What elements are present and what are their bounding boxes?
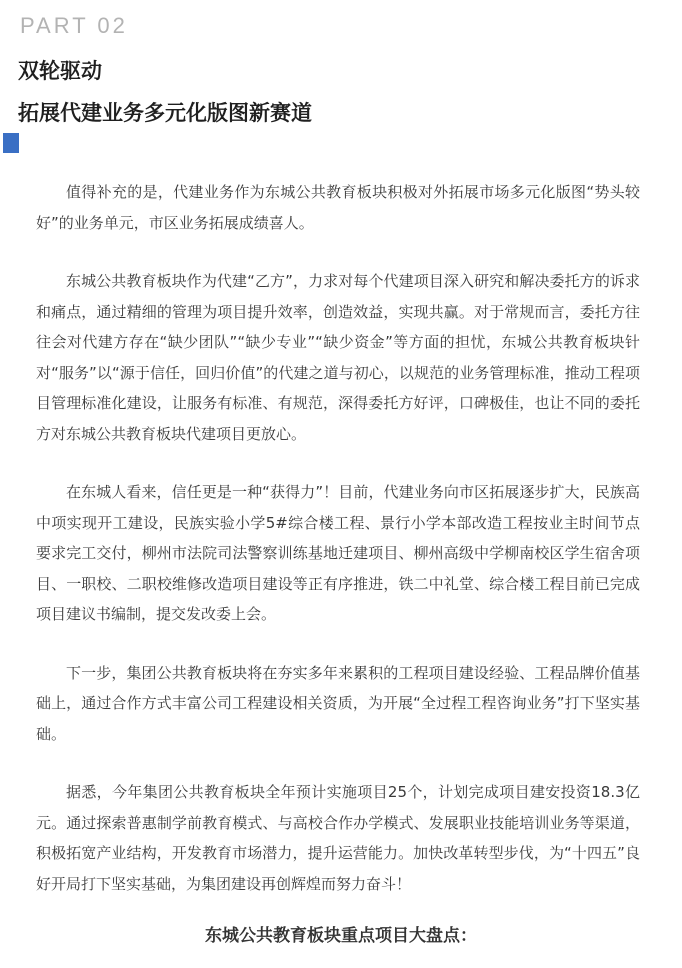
paragraph: 在东城人看来，信任更是一种“获得力”！目前，代建业务向市区拓展逐步扩大，民族高中项实现开工建设，民族实验小学5#综合楼工程、景行小学本部改造工程按业主时间节点要求完工交付，柳州市法院司法警察训练基地迁建项目、柳州高级中学柳南校区学生宿舍项目、一职校、二职校维修改造项目建设等正有序推进，铁二中礼堂、综合楼工程目前已完成项目建议书编制，提交发改委上会。 [36,483,640,623]
paragraph: 下一步，集团公共教育板块将在夯实多年来累积的工程项目建设经验、工程品牌价值基础上，通过合作方式丰富公司工程建设相关资质，为开展“全过程工程咨询业务”打下坚实基础。 [36,663,640,743]
paragraph: 据悉，今年集团公共教育板块全年预计实施项目25个，计划完成项目建安投资18.3亿元。通过探索普惠制学前教育模式、与高校合作办学模式、发展职业技能培训业务等渠道，积极拓宽产业结构，开发教育市场潜力，提升运营能力。加快改革转型步伐，为“十四五”良好开局打下坚实基础，为集团建设再创辉煌而努力奋斗！ [36,783,640,893]
accent-block [3,133,19,153]
part-label: PART 02 [20,13,128,38]
section-subheading: 拓展代建业务多元化版图新赛道 [18,101,312,125]
section-title: 东城公共教育板块重点项目大盘点： [205,926,477,946]
paragraph: 东城公共教育板块作为代建“乙方”，力求对每个代建项目深入研究和解决委托方的诉求和痛点，通过精细的管理为项目提升效率，创造效益，实现共赢。对于常规而言，委托方往往会对代建方存在“缺少团队”“缺少专业”“缺少资金”等方面的担忧，东城公共教育板块针对“服务”以“源于信任，回归价值”的代建之道与初心，以规范的业务管理标准，推动工程项目管理标准化建设，让服务有标准、有规范，深得委托方好评，口碑极佳，也让不同的委托方对东城公共教育板块代建项目更放心。 [36,272,640,443]
section-heading: 双轮驱动 [18,59,102,83]
paragraph: 值得补充的是，代建业务作为东城公共教育板块积极对外拓展市场多元化版图“势头较好”的业务单元，市区业务拓展成绩喜人。 [36,183,640,232]
article-body [36,177,676,927]
